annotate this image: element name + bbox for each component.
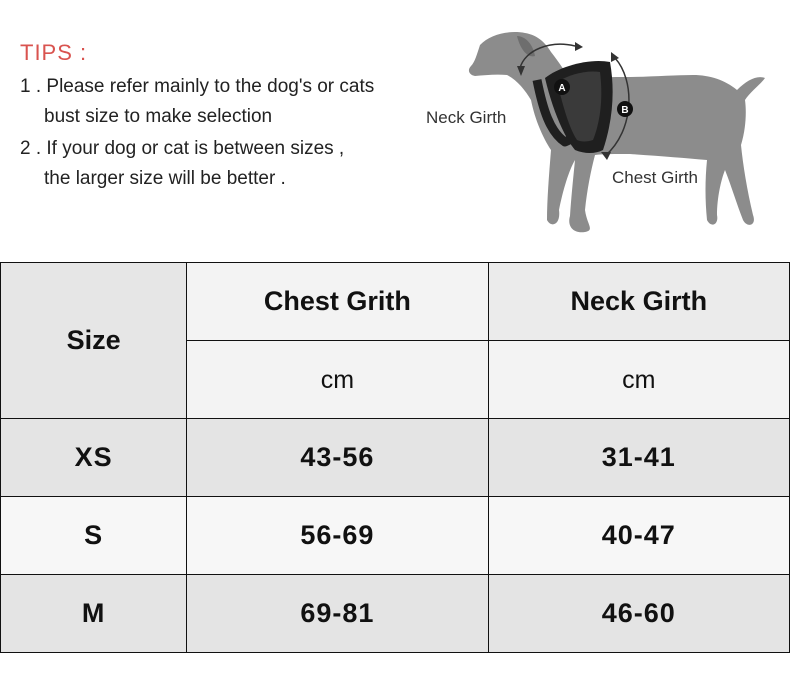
tips-title: TIPS : bbox=[20, 40, 88, 65]
chest-unit-text: cm bbox=[320, 366, 355, 394]
neck-value: 31-41 bbox=[601, 442, 676, 472]
neck-value: 40-47 bbox=[601, 520, 676, 550]
table-row-xs bbox=[1, 419, 790, 497]
neck-unit-text: cm bbox=[622, 366, 656, 394]
chest-value: 69-81 bbox=[300, 598, 375, 628]
size-cell bbox=[1, 575, 187, 653]
marker-a: A bbox=[558, 83, 566, 94]
chest-girth-label: Chest Girth bbox=[612, 168, 698, 187]
table-row-s bbox=[1, 497, 790, 575]
size-value: M bbox=[81, 598, 106, 628]
neck-girth-header-text: Neck Girth bbox=[570, 286, 708, 316]
table-header-row bbox=[1, 263, 790, 341]
chest-cell bbox=[187, 419, 488, 497]
size-value: XS bbox=[74, 442, 113, 472]
tip-line-1a: 1 . Please refer mainly to the dog's or cats bbox=[20, 76, 375, 97]
neck-girth-label: Neck Girth bbox=[426, 108, 507, 127]
table-row-m bbox=[1, 575, 790, 653]
neck-cell bbox=[488, 575, 789, 653]
neck-value: 46-60 bbox=[601, 598, 676, 628]
dog-silhouette bbox=[469, 32, 765, 232]
neck-arrow-head bbox=[575, 42, 583, 51]
marker-b: B bbox=[621, 105, 629, 116]
dog-harness-diagram bbox=[425, 20, 775, 245]
size-cell bbox=[1, 419, 187, 497]
chest-arrow-tail bbox=[601, 152, 611, 160]
chest-cell bbox=[187, 575, 488, 653]
tip-line-2a: 2 . If your dog or cat is between sizes , bbox=[20, 138, 345, 159]
chest-girth-header-text: Chest Grith bbox=[263, 286, 411, 316]
tip-line-2b: the larger size will be better . bbox=[44, 168, 286, 189]
size-chart-table bbox=[0, 262, 790, 653]
chest-value: 56-69 bbox=[300, 520, 375, 550]
neck-cell bbox=[488, 419, 789, 497]
tip-line-1b: bust size to make selection bbox=[44, 106, 273, 127]
neck-unit-cell bbox=[488, 341, 789, 419]
chest-girth-header bbox=[187, 263, 488, 341]
chest-unit-cell bbox=[187, 341, 488, 419]
size-cell bbox=[1, 497, 187, 575]
chest-cell bbox=[187, 497, 488, 575]
neck-cell bbox=[488, 497, 789, 575]
size-header-text: Size bbox=[66, 325, 121, 355]
chest-value: 43-56 bbox=[300, 442, 375, 472]
neck-girth-header bbox=[488, 263, 789, 341]
size-value: S bbox=[84, 520, 104, 550]
size-header bbox=[1, 263, 187, 419]
